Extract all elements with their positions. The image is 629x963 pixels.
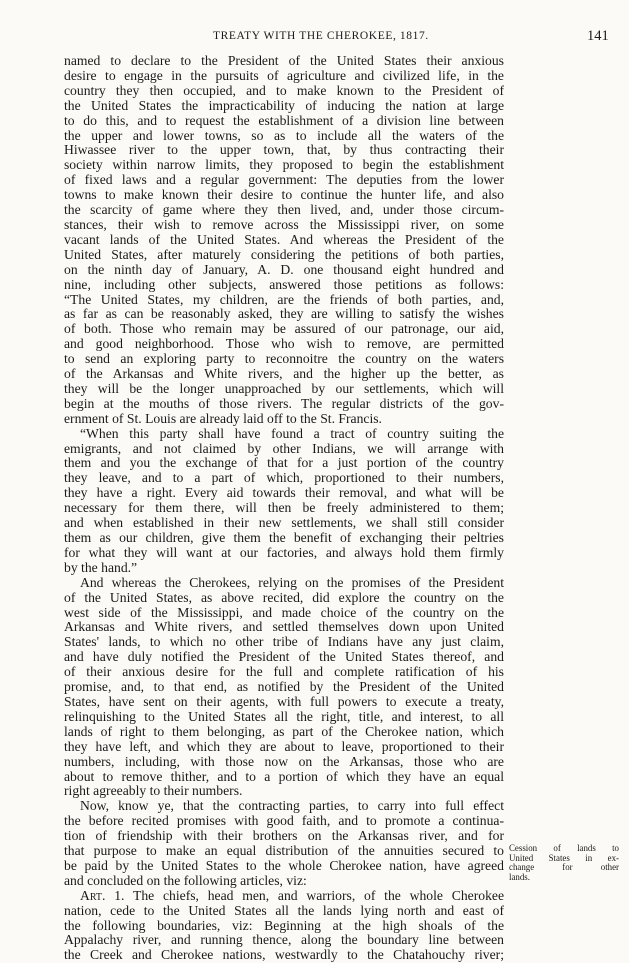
text-line: named to declare to the President of the United States their anxious (64, 54, 504, 68)
text-line: Arkansas and White rivers, and settled themselves down upon United (64, 620, 504, 635)
paragraph (64, 54, 504, 427)
text-line: country they then occupied, and to make known to the President of (64, 83, 504, 98)
treaty-body-text (64, 54, 504, 963)
text-line: them and you the exchange of that for a just portion of the country (64, 456, 504, 471)
text-line: relinquishing to the United States all the right, title, and interest, to all (64, 709, 504, 724)
text-line (64, 889, 504, 904)
text-line: towns to make known their desire to continue the hunter life, and also (64, 188, 504, 203)
text-line: they will be the longer unapproached by our settlements, which will (64, 381, 504, 396)
text-line: vacant lands of the United States. And whereas the President of the (64, 232, 504, 247)
text-line: that purpose to make an equal distribution of the annuities secured to (64, 844, 504, 859)
text-line: and when established in their new settlements, we shall still consider (64, 516, 504, 531)
text-line: and have duly notified the President of the United States thereof, and (64, 650, 504, 665)
running-head-title: TREATY WITH THE CHEROKEE, 1817. (213, 30, 429, 42)
article-label: Art. (80, 888, 106, 903)
text-line: numbers, including, with those now on the Arkansas, those who are (64, 754, 504, 769)
text-line: by the hand.” (64, 560, 138, 575)
text-line: of both. Those who remain may be assured of our patronage, our aid, (64, 322, 504, 337)
text-line: Now, know ye, that the contracting parties, to carry into full effect (80, 799, 504, 814)
text-line: and concluded on the following articles, viz: (64, 873, 307, 888)
running-head (0, 30, 629, 50)
text-line: on the ninth day of January, A. D. one thousand eight hundred and (64, 262, 504, 277)
text-line: States' lands, to which no other tribe of Indians have any just claim, (64, 635, 504, 650)
text-line: nation, cede to the United States all the lands lying north and east of (64, 903, 504, 918)
text-line: of the United States, as above recited, did explore the country on the (64, 590, 504, 605)
text-line: about to remove thither, and to a portion of which they have an equal (64, 769, 504, 784)
text-line: the before recited promises with good faith, and to promote a continua- (64, 814, 504, 829)
text-line: and good neighborhood. Those who wish to remove, are permitted (64, 337, 504, 352)
text-line: ernment of St. Louis are already laid off to the St. Francis. (64, 411, 382, 426)
margin-note-line: Cession of lands to (509, 844, 619, 853)
text-line: of fixed laws and a regular government: The deputies from the lower (64, 173, 504, 188)
text-line: society within narrow limits, they proposed to begin the establishment (64, 158, 504, 173)
text-line: the Creek and Cherokee nations, westwardly to the Chatahouchy river; (64, 948, 504, 963)
text-line: Hiwassee river to the upper town, that, by thus contracting their (64, 143, 504, 158)
text-line: as far as can be reasonably asked, they are willing to satisfy the wishes (64, 307, 504, 322)
margin-note-line: lands. (509, 872, 530, 882)
text-line: they have a right. Every aid towards their removal, and what will be (64, 486, 504, 501)
text-line: to do this, and to request the establishment of a division line between (64, 113, 504, 128)
text-line: Appalachy river, and running thence, along the boundary line between (64, 933, 504, 948)
article-1 (64, 889, 504, 963)
text-line: west side of the Mississippi, and made choice of the country on the (64, 605, 504, 620)
paragraph (64, 576, 504, 800)
text-line: the scarcity of game where they then lived, and, under those circum- (64, 203, 504, 218)
text-line: the upper and lower towns, so as to include all the waters of the (64, 128, 504, 143)
text-line: they leave, and to a part of which, proportioned to their numbers, (64, 471, 504, 486)
text-line: be paid by the United States to the whole Cherokee nation, have agreed (64, 858, 504, 873)
text-line: begin at the mouths of those rivers. The regular districts of the gov- (64, 396, 504, 411)
text-line: to send an exploring party to reconnoitre the country on the waters (64, 352, 504, 367)
text-line: stances, their wish to remove across the Mississippi river, on some (64, 217, 504, 232)
text-line: they have left, and which they are about to leave, proportioned to their (64, 739, 504, 754)
margin-note-cession (509, 844, 619, 882)
text-line: “When this party shall have found a tract of country suiting the (80, 426, 504, 441)
margin-note-line: United States in ex- (509, 853, 619, 863)
text-line: the following boundaries, viz: Beginning at the high shoals of the (64, 918, 504, 933)
paragraph (64, 427, 504, 576)
text-line: emigrants, and not claimed by other Indians, we will arrange with (64, 441, 504, 456)
text-line: necessary for them there, will then be freely administered to them; (64, 501, 504, 516)
text-line: promise, and, to that end, as notified by the President of the United (64, 680, 504, 695)
page-number: 141 (587, 28, 609, 44)
paragraph (64, 799, 504, 888)
text-line: them as our children, give them the benefit of exchanging their peltries (64, 531, 504, 545)
text-line: lands of right to them belonging, as part of the Cherokee nation, which (64, 724, 504, 739)
margin-note-line: change for other (509, 863, 619, 873)
text-line: of the Arkansas and White rivers, and the higher up the better, as (64, 367, 504, 382)
text-line: tion of friendship with their brothers on the Arkansas river, and for (64, 829, 504, 844)
text-line: desire to engage in the pursuits of agriculture and civilized life, in the (64, 68, 504, 83)
text-line: nine, including other subjects, answered those petitions as follows: (64, 277, 504, 292)
article-text: 1. The chiefs, head men, and warriors, of the whole Cherokee (105, 888, 504, 903)
text-line: And whereas the Cherokees, relying on the promises of the President (80, 575, 504, 590)
text-line: for what they will want at our factories, and always hold them firmly (64, 545, 504, 560)
text-line: United States, after maturely considering the petitions of both parties, (64, 247, 504, 262)
text-line: “The United States, my children, are the friends of both parties, and, (64, 292, 504, 307)
text-line: right agreeably to their numbers. (64, 784, 243, 799)
text-line: States, have sent on their agents, with full powers to execute a treaty, (64, 694, 504, 709)
text-line: of their anxious desire for the full and complete ratification of his (64, 665, 504, 680)
text-line: the United States the impracticability of inducing the nation at large (64, 98, 504, 113)
